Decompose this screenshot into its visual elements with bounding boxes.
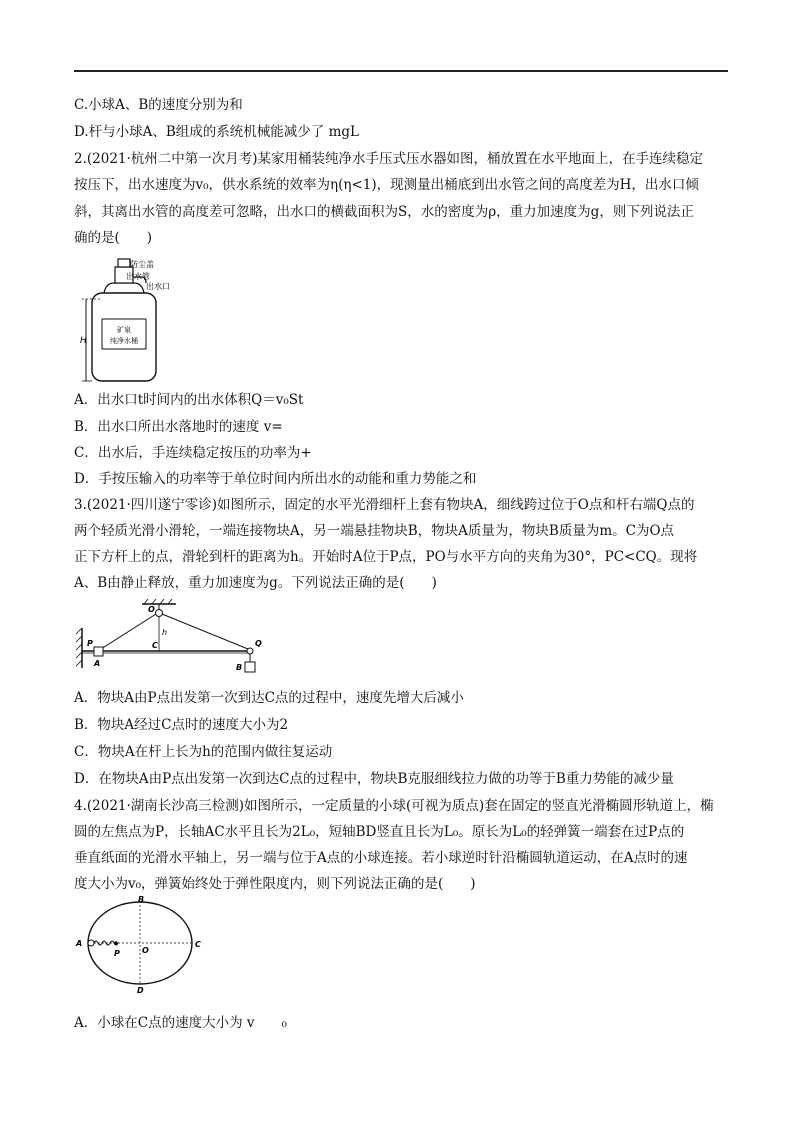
- pipe-label: 出水管: [126, 272, 150, 281]
- q3-stem-line-3: 正下方杆上的点，滑轮到杆的距离为h。开始时A位于P点，PO与水平方向的夹角为30°，PC<CQ。现将: [74, 549, 698, 565]
- thread-oq: [162, 614, 248, 649]
- header-rule: [74, 70, 728, 72]
- q3-stem-line-2: 两个轻质光滑小滑轮，一端连接物块A，另一端悬挂物块B，物块A质量为，物块B质量为m。C为O点: [74, 523, 675, 539]
- label-h: h: [162, 628, 168, 637]
- q2-option-d: D．手按压输入的功率等于单位时间内所出水的动能和重力势能之和: [74, 471, 477, 487]
- label-c: C: [152, 641, 158, 650]
- q2-stem-line-1: 2.(2021·杭州二中第一次月考)某家用桶装纯净水手压式压水器如图，桶放置在水平地面上，在手连续稳定: [74, 151, 704, 167]
- q2-stem-line-2: 按压下，出水速度为v₀，供水系统的效率为η(η<1)，现测量出桶底到出水管之间的高度差为H，出水口倾: [74, 177, 699, 193]
- rod-pulley-figure: [74, 598, 274, 676]
- q4-stem-line-2: 圆的左焦点为P，长轴AC水平且长为2L₀，短轴BD竖直且长为L₀。原长为L₀的轻弹簧一端套在过P点的: [74, 824, 685, 840]
- label-p: P: [114, 949, 120, 958]
- ball-a: [88, 940, 94, 946]
- ceiling-hatch: [144, 599, 172, 604]
- label-o: O: [142, 946, 149, 955]
- ellipse-track-figure: [72, 893, 222, 998]
- label-c: C: [195, 940, 201, 949]
- q3-option-d: D．在物块A由P点出发第一次到达C点的过程中，物块B克服细线拉力做的功等于B重力势能的减少量: [74, 771, 674, 787]
- bottle-label-1: 矿泉: [117, 326, 131, 334]
- q3-option-a: A．物块A由P点出发第一次到达C点的过程中，速度先增大后减小: [74, 690, 464, 706]
- label-p: P: [87, 639, 93, 648]
- label-a: A: [94, 659, 101, 668]
- q4-stem-line-1: 4.(2021·湖南长沙高三检测)如图所示，一定质量的小球(可视为质点)套在固定的竖直光滑椭圆形轨道上，椭: [74, 798, 714, 814]
- block-b: [245, 662, 255, 672]
- wall-hatch: [76, 628, 82, 666]
- q1-option-d: D.杆与小球A、B组成的系统机械能减少了 mgL: [74, 124, 360, 140]
- water-bottle-figure: [82, 255, 182, 385]
- q4-stem-line-4: 度大小为v₀，弹簧始终处于弹性限度内，则下列说法正确的是( ): [74, 876, 476, 892]
- q3-option-b: B．物块A经过C点时的速度大小为2: [74, 717, 289, 733]
- q4-stem-line-3: 垂直纸面的光滑水平轴上，另一端与位于A点的小球连接。若小球逆时针沿椭圆轨道运动，在A点时的速: [74, 850, 688, 866]
- outlet-label: 出水口: [146, 282, 170, 291]
- height-label: H: [80, 336, 87, 346]
- q2-stem-line-4: 确的是( ): [74, 230, 153, 246]
- q2-option-a: A．出水口t时间内的出水体积Q＝v₀St: [74, 392, 304, 408]
- pulley-q: [247, 648, 253, 654]
- thread-po: [101, 614, 156, 649]
- q3-stem-line-1: 3.(2021·四川遂宁零诊)如图所示，固定的水平光滑细杆上套有物块A，细线跨过位于O点和杆右端Q点的: [74, 497, 695, 513]
- pump-top: [118, 259, 130, 267]
- q1-option-c: C.小球A、B的速度分别为和: [74, 97, 243, 113]
- cap-label: 防尘盖: [130, 260, 154, 269]
- label-b: B: [236, 663, 243, 672]
- label-b: B: [138, 895, 145, 904]
- focus-p: [114, 941, 118, 945]
- bottle-label-2: 纯净水桶: [110, 337, 138, 345]
- label-q: Q: [255, 639, 262, 648]
- q2-stem-line-3: 斜，其离出水管的高度差可忽略，出水口的横截面积为S，水的密度为ρ，重力加速度为g，则下列说法正: [74, 204, 694, 220]
- label-a: A: [76, 939, 83, 948]
- label-o: O: [148, 605, 155, 614]
- block-a: [94, 647, 103, 656]
- q3-option-c: C．物块A在杆上长为h的范围内做往复运动: [74, 744, 333, 760]
- q4-option-a: A．小球在C点的速度大小为 v ₀: [74, 1015, 287, 1031]
- q3-stem-line-4: A、B由静止释放，重力加速度为g。下列说法正确的是( ): [74, 575, 437, 591]
- label-d: D: [137, 986, 144, 995]
- bottle-shoulder: [104, 283, 144, 293]
- q2-option-b: B．出水口所出水落地时的速度 v=: [74, 419, 283, 435]
- q2-option-c: C．出水后，手连续稳定按压的功率为+: [74, 445, 312, 461]
- pulley-o: [156, 610, 163, 617]
